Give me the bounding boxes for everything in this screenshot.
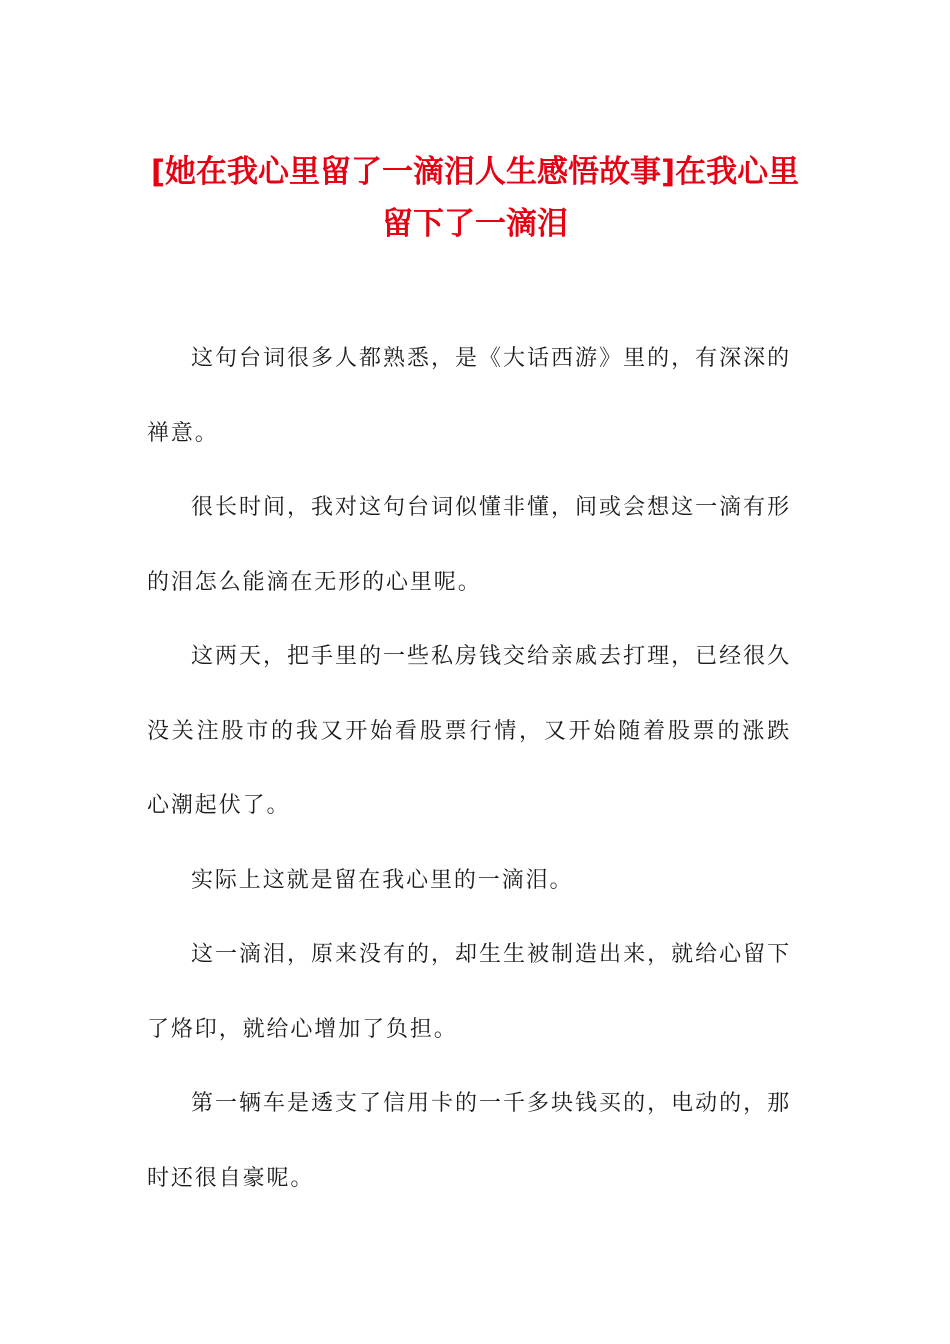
paragraph: 实际上这就是留在我心里的一滴泪。 <box>191 867 574 893</box>
paragraph: 这两天，把手里的一些私房钱交给亲戚去打理，已经很久没关注股市的我又开始看股票行情，又开始随着股票的涨跌心潮起伏了。 <box>147 644 791 818</box>
paragraph: 很长时间，我对这句台词似懂非懂，间或会想这一滴有形的泪怎么能滴在无形的心里呢。 <box>147 495 791 595</box>
paragraph: 第一辆车是透支了信用卡的一千多块钱买的，电动的，那时还很自豪呢。 <box>147 1091 791 1191</box>
document-body <box>147 322 791 1216</box>
paragraph: 这句台词很多人都熟悉，是《大话西游》里的，有深深的禅意。 <box>147 346 791 446</box>
document-title: [她在我心里留了一滴泪人生感悟故事]在我心里留下了一滴泪 <box>150 154 800 242</box>
paragraph: 这一滴泪，原来没有的，却生生被制造出来，就给心留下了烙印，就给心增加了负担。 <box>147 942 791 1042</box>
